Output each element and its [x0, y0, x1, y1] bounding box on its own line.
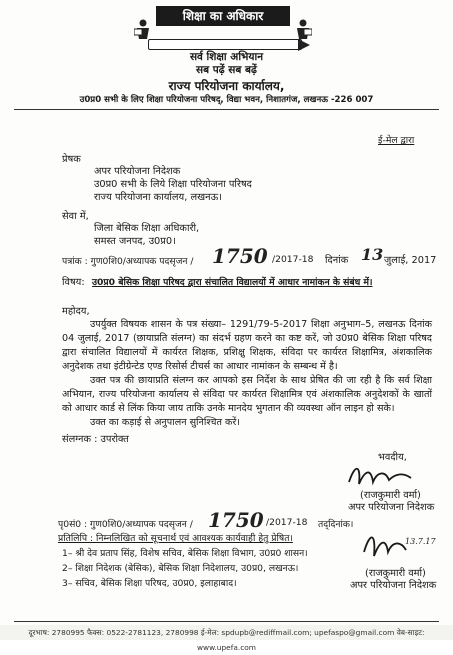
- signer2-title: अपर परियोजना निदेशक: [350, 580, 437, 591]
- child-reading-icon: [134, 19, 152, 41]
- header-address: उ0प्र0 सभी के लिए शिक्षा परियोजना परिषद्, विद्या भवन, निशातगंज, लखनऊ -226 007: [79, 95, 374, 105]
- child-reading-icon: [294, 19, 312, 41]
- subject-label: विषय:: [62, 277, 85, 288]
- letter-ref-number: 1750: [212, 244, 268, 268]
- signer2-name: (राजकुमारी वर्मा): [365, 568, 426, 579]
- body-paragraph-1: उपर्युक्त विषयक शासन के पत्र संख्या– 1291/79-5-2017 शिक्षा अनुभाग–5, लखनऊ दिनांक 04 जुलाई, 2017 (छायाप्रति संलग्न) का संदर्भ ग्रहण करने का कष्ट करें, जो उ0प्र0 बेसिक शिक्षा परिषद द्वारा संचालित विद्यालयों में कार्यरत शिक्षक, प्रशिक्षु शिक्षक, संविदा पर कार्यरत शिक्षामित्र, अंशकालिक अनुदेशक तथा इंटीग्रेन्टेड एण्ड रिसोर्स टीचर्स का आधार नामांकन के सम्बन्ध में है।: [62, 319, 432, 372]
- recipient-line1: जिला बेसिक शिक्षा अधिकारी,: [94, 223, 200, 234]
- pencil-graphic: [148, 39, 302, 50]
- footer-rule: [14, 621, 439, 622]
- enclosure-note: संलग्नक : उपरोक्त: [62, 434, 129, 445]
- copy-item-1: 1– श्री देव प्रताप सिंह, विशेष सचिव, बेसिक शिक्षा विभाग, उ0प्र0 शासन।: [62, 548, 308, 559]
- header-rule: [14, 109, 439, 110]
- sender-line3: राज्य परियोजना कार्यालय, लखनऊ।: [94, 192, 222, 203]
- signer1-name: (राजकुमारी वर्मा): [360, 490, 421, 501]
- sender-line1: अपर परियोजना निदेशक: [94, 166, 181, 177]
- header-slogan: सब पढ़ें सब बढ़ें: [196, 64, 257, 76]
- signature-scribble: [345, 462, 415, 490]
- copy-ref-prefix: पृ0सं0 : गुण0शि0/अध्यापक पदसृजन /: [58, 519, 193, 530]
- copy-ref-year: /2017-18: [266, 517, 308, 528]
- copy-intro: प्रतिलिपि : निम्नलिखित को सूचनार्थ एवं आवश्यक कार्यवाही हेतु प्रेषित।: [58, 533, 293, 544]
- letter-ref-prefix: पत्रांक : गुण0शि0/अध्यापक पदसृजन /: [62, 256, 194, 267]
- header-sarva-shiksha: सर्व शिक्षा अभियान: [189, 51, 264, 63]
- letter-date-rest: जुलाई, 2017: [384, 255, 437, 266]
- body-paragraph-2: उक्त पत्र की छायाप्रति संलग्न कर आपको इस निर्देश के साथ प्रेषित की जा रही है कि सर्व शिक्षा अभियान, राज्य परियोजना कार्यालय से संविदा पर कार्यरत शिक्षामित्र एवं अंशकालिक अनुदेशकों के खातों को आधार कार्ड से लिंक किया जाय ताकि उनके मानदेय भुगतान की व्यवस्था ऑन लाइन हो सके।: [62, 375, 432, 414]
- signer1-title: अपर परियोजना निदेशक: [348, 502, 435, 513]
- sender-label: प्रेषक: [62, 154, 81, 165]
- salutation: महोदय,: [62, 306, 90, 317]
- footer-contact: दूरभाष: 2780995 फैक्स: 0522-2781123, 2780998 ई-मेल: spdupb@rediffmail.com; upefaspo@gmail.com वेब-साइट: www.upefa.com: [0, 625, 453, 640]
- letter-date-day: 13: [361, 245, 384, 264]
- recipient-line2: समस्त जनपद, उ0प्र0।: [94, 236, 176, 247]
- copy-ref-number: 1750: [208, 508, 264, 532]
- letter-ref-year: /2017-18: [272, 254, 314, 265]
- logo-banner: शिक्षा का अधिकार: [156, 6, 290, 26]
- copy-item-3: 3– सचिव, बेसिक शिक्षा परिषद, उ0प्र0, इलाहाबाद।: [62, 578, 237, 589]
- closing: भवदीय,: [378, 452, 407, 463]
- copy-item-2: 2– शिक्षा निदेशक (बेसिक), बेसिक शिक्षा निदेशालय, उ0प्र0, लखनऊ।: [62, 563, 299, 574]
- signature-date: 13.7.17: [405, 537, 436, 546]
- header-office: राज्य परियोजना कार्यालय,: [168, 79, 285, 93]
- letter-date-label: दिनांक: [325, 255, 349, 266]
- recipient-label: सेवा में,: [62, 211, 89, 222]
- copy-ref-date: तद्‌दिनांक।: [318, 519, 354, 530]
- subject-text: उ0प्र0 बेसिक शिक्षा परिषद द्वारा संचालित विद्यालयों में आधार नामांकन के संबंध में।: [92, 277, 373, 288]
- sender-line2: उ0प्र0 सभी के लिये शिक्षा परियोजना परिषद: [94, 179, 252, 190]
- body-paragraph-3: उक्त का कड़ाई से अनुपालन सुनिश्चित करें।: [90, 417, 240, 428]
- delivery-mode: ई-मेल द्वारा: [378, 135, 415, 146]
